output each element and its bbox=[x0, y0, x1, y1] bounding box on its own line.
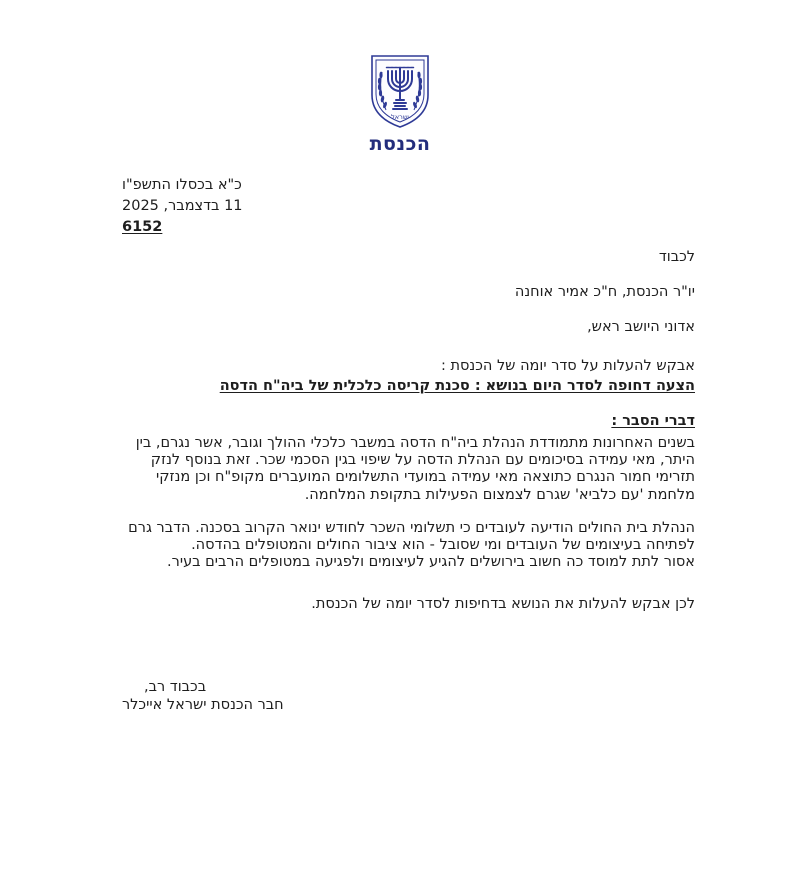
date-block bbox=[122, 175, 243, 238]
greeting-line: אדוני היושב ראש, bbox=[587, 319, 695, 335]
emblem-caption: ישראל bbox=[391, 113, 409, 121]
letter-body bbox=[128, 412, 695, 614]
addressee-salutation: לכבוד bbox=[658, 249, 695, 265]
paragraph-line: לפתיחה בעיצומים של העובדים ומי שסובל - הוא ציבור החולים והמטופלים בהדסה. bbox=[191, 537, 695, 554]
paragraph-line: היתר, מאי עמידה בסיכומים עם הנהלת הדסה על שיפוי בגין הסכמי שכר. זאת בנוסף לנזק bbox=[150, 452, 695, 469]
valediction: בכבוד רב, bbox=[144, 679, 207, 695]
hebrew-date: כ"א בכסלו התשפ"ו bbox=[122, 177, 242, 193]
explanation-heading: דברי הסבר : bbox=[611, 413, 695, 429]
paragraph-line: הנהלת בית החולים הודיעה לעובדים כי תשלומי השכר לחודש ינואר הקרוב בסכנה. הדבר גרם bbox=[128, 519, 695, 536]
paragraph-2 bbox=[128, 520, 695, 572]
subject-block bbox=[220, 356, 695, 396]
subject-title: הצעה דחופה לסדר היום בנושא : סכנת קריסה כלכלית של ביה"ח הדסה bbox=[219, 378, 695, 394]
recipient-line: יו"ר הכנסת, ח"כ אמיר אוחנה bbox=[514, 284, 695, 300]
paragraph-line: מלחמת 'עם כלביא' שגרם לצמצום הפעילות בתקופת המלחמה. bbox=[304, 486, 695, 503]
signer-name: חבר הכנסת ישראל אייכלר bbox=[122, 697, 284, 713]
org-name: הכנסת bbox=[369, 133, 431, 155]
letterhead bbox=[0, 53, 800, 155]
paragraph-1 bbox=[128, 435, 695, 504]
israel-state-emblem-icon bbox=[367, 53, 433, 131]
gregorian-date: 11 בדצמבר, 2025 bbox=[122, 198, 243, 214]
paragraph-line: בשנים האחרונות מתמודדת הנהלת ביה"ח הדסה במשבר כלכלי ההולך וגובר, אשר נגרם, בין bbox=[135, 435, 695, 451]
paragraph-line: תזרימי חמור הנגרם כתוצאה מאי עמידה במועדי התשלומים המועברים מקופ"ח וכן מנזקי bbox=[156, 469, 695, 486]
signature-block bbox=[122, 678, 284, 714]
paragraph-line: אסור לתת למוסד כה חשוב בירושלים להגיע לעיצומים ולפגיעה במטופלים הרבים בעיר. bbox=[167, 554, 695, 571]
subject-intro: אבקש להעלות על סדר יומה של הכנסת : bbox=[440, 358, 695, 374]
closing-line: לכן אבקש להעלות את הנושא בדחיפות לסדר יומה של הכנסת. bbox=[311, 596, 695, 613]
addressee-block bbox=[515, 249, 695, 354]
reference-number: 6152 bbox=[122, 219, 163, 235]
